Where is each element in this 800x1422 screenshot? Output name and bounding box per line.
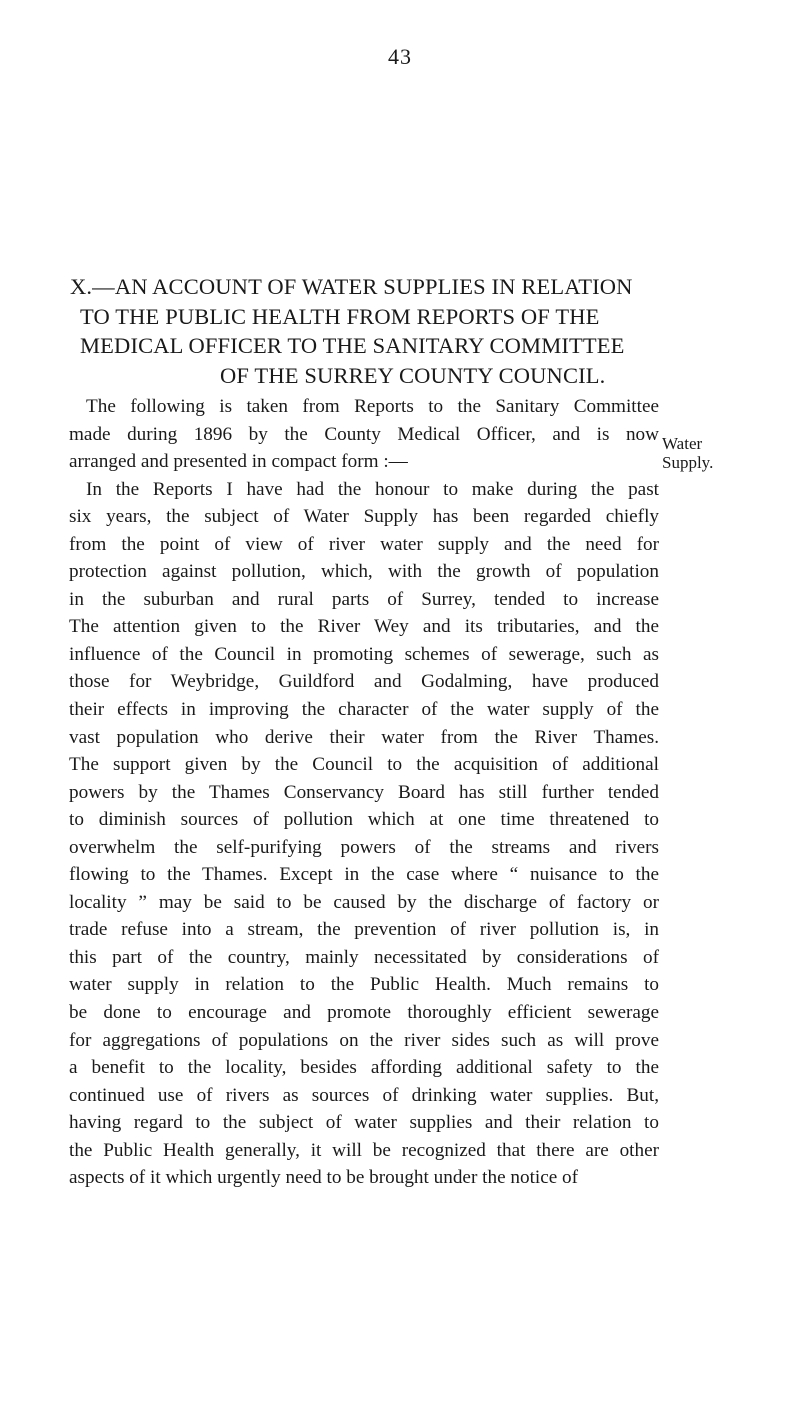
body-line: the Public Health generally, it will be recognized that there are other (69, 1139, 659, 1161)
section-heading (70, 272, 760, 390)
body-line: The support given by the Council to the acquisition of additional (69, 754, 659, 776)
body-line: six years, the subject of Water Supply has been regarded chiefly (69, 506, 659, 528)
heading-line-3: MEDICAL OFFICER TO THE SANITARY COMMITTEE (80, 333, 625, 358)
margin-note (662, 434, 742, 472)
body-line: The attention given to the River Wey and its tributaries, and the (69, 616, 659, 638)
body-paragraphs (69, 393, 659, 1192)
body-line: water supply in relation to the Public Health. Much remains to (69, 974, 659, 996)
body-line: a benefit to the locality, besides affording additional safety to the (69, 1057, 659, 1079)
margin-note-line: Water (662, 434, 703, 453)
heading-line-2: TO THE PUBLIC HEALTH FROM REPORTS OF THE (80, 303, 600, 329)
body-line: having regard to the subject of water supplies and their relation to (69, 1112, 659, 1134)
body-line: powers by the Thames Conservancy Board has still further tended (69, 781, 659, 803)
body-line: In the Reports I have had the honour to make during the past (86, 478, 659, 500)
body-line: for aggregations of populations on the river sides such as will prove (69, 1029, 659, 1051)
body-line: this part of the country, mainly necessitated by considerations of (69, 946, 659, 968)
body-line: from the point of view of river water supply and the need for (69, 533, 659, 555)
body-line: influence of the Council in promoting schemes of sewerage, such as (69, 643, 659, 665)
body-line: locality ” may be said to be caused by the discharge of factory or (69, 891, 659, 913)
body-line: flowing to the Thames. Except in the case where “ nuisance to the (69, 864, 659, 886)
margin-note-line: Supply. (662, 453, 714, 472)
body-line: vast population who derive their water from the River Thames. (69, 726, 659, 748)
body-line: aspects of it which urgently need to be brought under the notice of (69, 1167, 579, 1189)
heading-line-4: OF THE SURREY COUNTY COUNCIL. (220, 362, 606, 388)
body-line: in the suburban and rural parts of Surrey, tended to increase (69, 588, 659, 610)
page-number: 43 (388, 44, 412, 69)
body-line: trade refuse into a stream, the prevention of river pollution is, in (69, 919, 659, 941)
body-line: arranged and presented in compact form :— (69, 451, 408, 473)
body-line: protection against pollution, which, with the growth of population (69, 561, 659, 583)
body-line: overwhelm the self-purifying powers of the streams and rivers (69, 836, 659, 858)
body-line: be done to encourage and promote thoroughly efficient sewerage (69, 1002, 659, 1024)
body-line: their effects in improving the character of the water supply of the (69, 699, 659, 721)
body-line: to diminish sources of pollution which at one time threatened to (69, 809, 659, 831)
body-line: The following is taken from Reports to the Sanitary Committee (86, 396, 659, 417)
body-line: made during 1896 by the County Medical Officer, and is now (69, 423, 659, 445)
body-line: those for Weybridge, Guildford and Godalming, have produced (69, 671, 659, 693)
body-line: continued use of rivers as sources of drinking water supplies. But, (69, 1084, 659, 1106)
heading-line-1: X.—AN ACCOUNT OF WATER SUPPLIES IN RELATION (70, 274, 633, 299)
